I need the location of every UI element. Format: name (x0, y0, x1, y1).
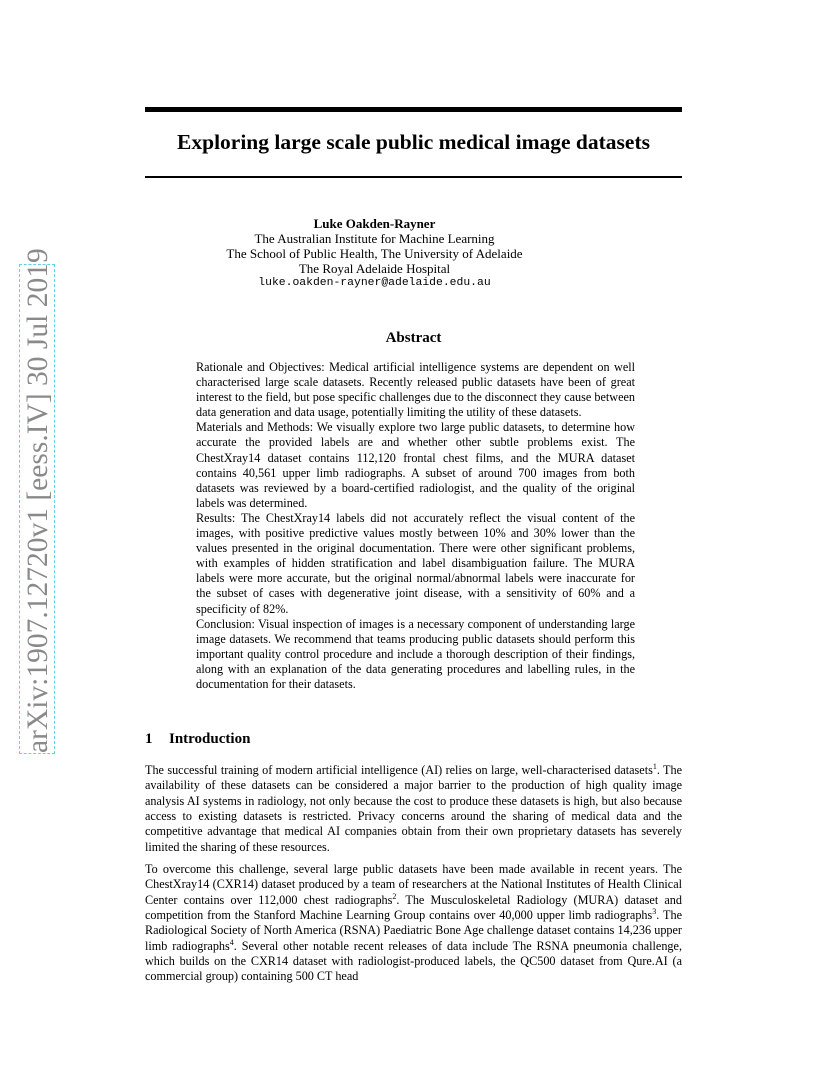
citation-ref[interactable]: 4 (229, 937, 234, 947)
author-email[interactable]: luke.oakden-rayner@adelaide.edu.au (258, 277, 491, 289)
abstract-body (196, 360, 635, 692)
author-name: Luke Oakden-Rayner (313, 216, 436, 231)
title-bottom-rule (145, 176, 682, 178)
body-paragraph: To overcome this challenge, several large public datasets have been made available in recent years. The ChestXray14 (CXR14) dataset produced by a team of researchers at the National Institutes of Health Clinical Center contains over 112,000 chest radiographs$^2$. The Musculoskeletal Radiology (MURA) dataset and competition from the Stanford Machine Learning Group contains over 40,000 upper limb radiographs$^3$. The Radiological Society of North America (RSNA) Paediatric Bone Age challenge dataset contains 14,236 upper limb radiographs$^4$. Several other notable recent releases of data include The RSNA pneumonia challenge, which builds on the CXR14 dataset with radiologist-produced labels, the QC500 dataset from Qure.AI (a commercial group) containing 500 CT head (145, 862, 682, 984)
author-affiliation: The Australian Institute for Machine Learning (254, 231, 495, 246)
abstract-paragraph: Materials and Methods: We visually explore two large public datasets, to determine how accurate the provided labels are and whether other subtle problems exist. The ChestXray14 dataset contains 112,120 frontal chest films, and the MURA dataset contains 40,561 upper limb radiographs. A subset of around 700 images from both datasets was reviewed by a board-certified radiologist, and the quality of the original labels was determined. (196, 420, 635, 510)
citation-ref[interactable]: 3 (652, 907, 657, 917)
citation-ref[interactable]: 1 (652, 762, 657, 771)
author-affiliation: The Royal Adelaide Hospital (298, 261, 451, 276)
section-heading-introduction (145, 730, 250, 748)
author-block (146, 216, 602, 291)
section-title: Introduction (169, 731, 251, 747)
abstract-paragraph: Rationale and Objectives: Medical artificial intelligence systems are dependent on well characterised large scale datasets. Recently released public datasets have been of great interest to the field, but pose specific challenges due to the disconnect they cause between data generation and data usage, potentially limiting the utility of these datasets. (196, 360, 635, 420)
paper-title: Exploring large scale public medical image datasets (177, 130, 650, 154)
citation-ref[interactable]: 2 (392, 891, 397, 901)
abstract-paragraph: Results: The ChestXray14 labels did not accurately reflect the visual content of the images, with positive predictive values mostly between 10% and 30% lower than the values presented in the original documentation. There were other significant problems, with examples of hidden stratification and label disambiguation failure. The MURA labels were more accurate, but the original normal/abnormal labels were inaccurate for the subset of cases with degenerative joint disease, with a sensitivity of 60% and a specificity of 82%. (196, 510, 635, 616)
arxiv-identifier-stamp[interactable]: arXiv:1907.12720v1 [eess.IV] 30 Jul 2019 (19, 264, 55, 754)
abstract-heading: Abstract (385, 330, 442, 346)
abstract-paragraph: Conclusion: Visual inspection of images is a necessary component of understanding large image datasets. We recommend that teams producing public datasets should perform this important quality control procedure and include a thorough description of their findings, along with an explanation of the data generating procedures and labelling rules, in the documentation for their datasets. (196, 616, 635, 691)
section-number: 1 (145, 731, 153, 747)
body-paragraph: The successful training of modern artificial intelligence (AI) relies on large, well-characterised datasets$^1$. The availability of these datasets can be considered a major barrier to the production of high quality image analysis AI systems in radiology, not only because the cost to produce these datasets is high, but also because access to existing datasets is restricted. Privacy concerns around the sharing of medical data and the competitive advantage that medical AI companies obtain from their own proprietary datasets has severely limited the sharing of these resources. (145, 762, 682, 854)
author-affiliation: The School of Public Health, The University of Adelaide (226, 246, 523, 261)
introduction-body (145, 763, 682, 992)
top-thick-rule (145, 107, 682, 112)
